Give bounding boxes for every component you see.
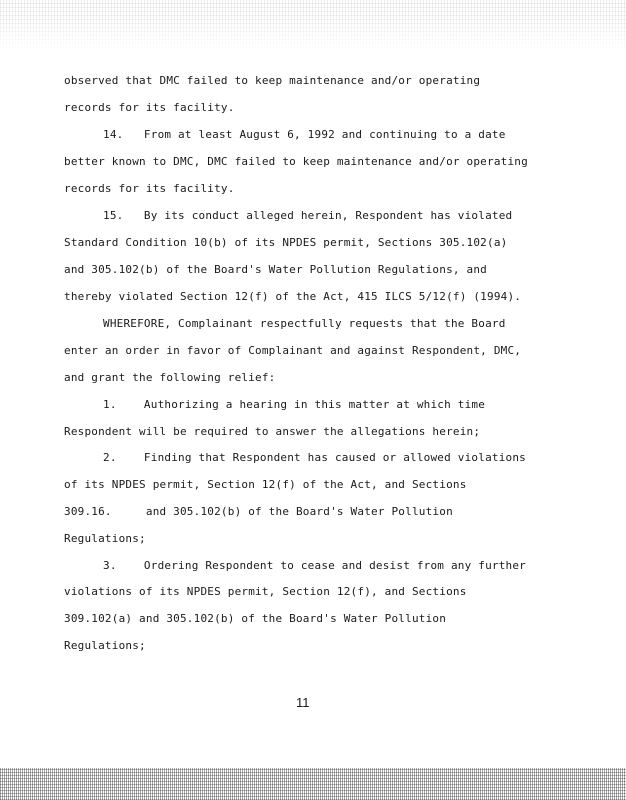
text-line: Regulations; <box>64 639 146 652</box>
text-line: records for its facility. <box>64 101 235 114</box>
text-line: thereby violated Section 12(f) of the Act, 415 ILCS 5/12(f) (1994). <box>64 290 522 303</box>
text-line: WHEREFORE, Complainant respectfully requests that the Board <box>103 317 506 330</box>
text-line: 2. Finding that Respondent has caused or allowed violations <box>103 451 526 464</box>
text-line: violations of its NPDES permit, Section 12(f), and Sections <box>64 585 467 598</box>
text-line: 309.102(a) and 305.102(b) of the Board's Water Pollution <box>64 612 447 625</box>
text-line: better known to DMC, DMC failed to keep maintenance and/or operating <box>64 155 528 168</box>
text-line: Standard Condition 10(b) of its NPDES permit, Sections 305.102(a) <box>64 236 508 249</box>
scan-noise-bottom <box>0 768 626 800</box>
text-line: of its NPDES permit, Section 12(f) of the Act, and Sections <box>64 478 467 491</box>
text-line: 309.16. and 305.102(b) of the Board's Water Pollution <box>64 505 453 518</box>
text-line: records for its facility. <box>64 182 235 195</box>
scan-noise-top <box>0 0 626 52</box>
page-number: 11 <box>296 695 310 710</box>
text-line: 3. Ordering Respondent to cease and desist from any further <box>103 559 526 572</box>
text-line: Respondent will be required to answer the allegations herein; <box>64 425 481 438</box>
text-line: enter an order in favor of Complainant and against Respondent, DMC, <box>64 344 522 357</box>
text-line: and grant the following relief: <box>64 371 276 384</box>
text-line: 14. From at least August 6, 1992 and continuing to a date <box>103 128 506 141</box>
text-line: Regulations; <box>64 532 146 545</box>
text-line: and 305.102(b) of the Board's Water Pollution Regulations, and <box>64 263 487 276</box>
text-line: 1. Authorizing a hearing in this matter at which time <box>103 398 486 411</box>
text-line: observed that DMC failed to keep maintenance and/or operating <box>64 74 481 87</box>
text-line: 15. By its conduct alleged herein, Respondent has violated <box>103 209 513 222</box>
